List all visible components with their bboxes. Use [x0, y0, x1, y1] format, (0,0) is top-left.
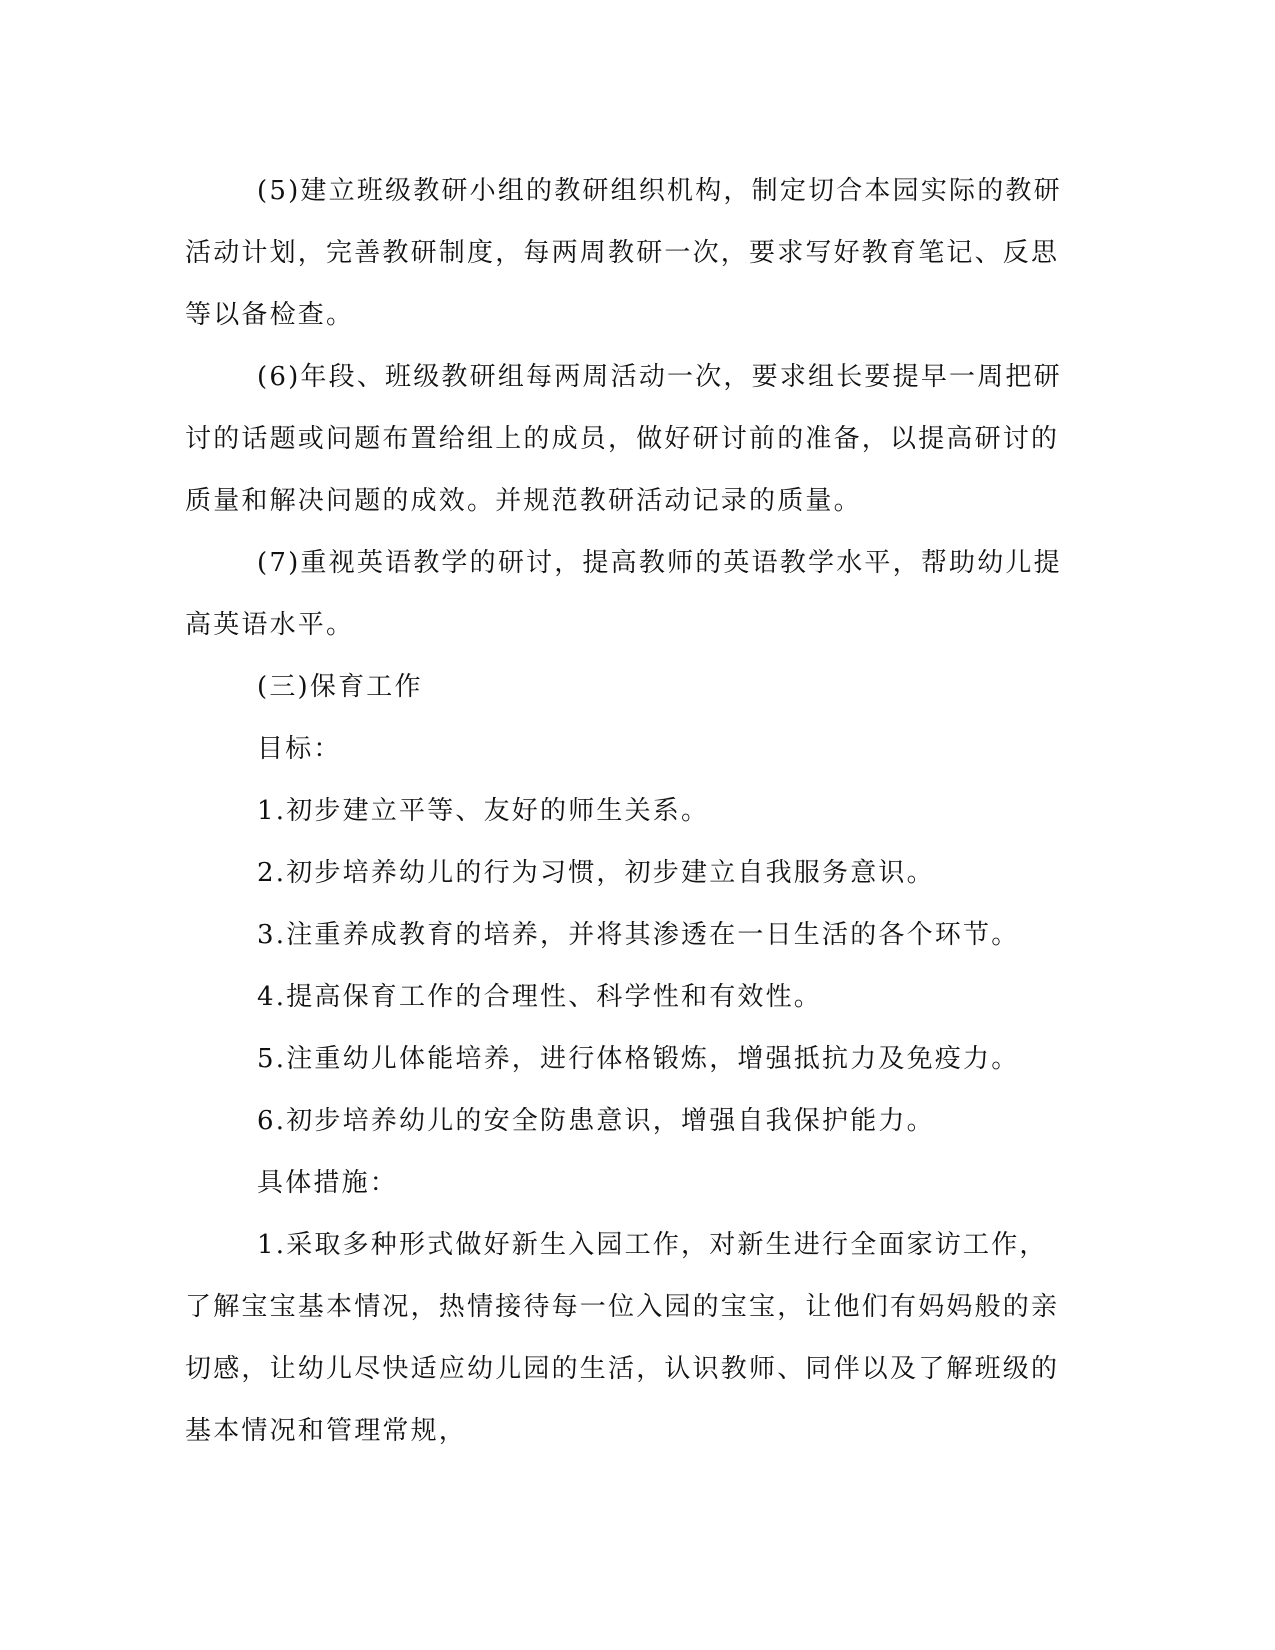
- section-heading-childcare-work: (三)保育工作: [257, 672, 423, 702]
- goal-item-1: 1.初步建立平等、友好的师生关系。: [257, 796, 710, 826]
- paragraph-5-teaching-research-group: (5)建立班级教研小组的教研组织机构，制定切合本园实际的教研活动计划，完善教研制度，每两周教研一次，要求写好教育笔记、反思等以备检查。: [185, 176, 1062, 330]
- paragraph-6-grade-research-group: (6)年段、班级教研组每两周活动一次，要求组长要提早一周把研讨的话题或问题布置给组上的成员，做好研讨前的准备，以提高研讨的质量和解决问题的成效。并规范教研活动记录的质量。: [185, 362, 1062, 516]
- goal-item-2: 2.初步培养幼儿的行为习惯，初步建立自我服务意识。: [257, 858, 935, 888]
- measure-item-1: 1.采取多种形式做好新生入园工作，对新生进行全面家访工作，了解宝宝基本情况，热情接待每一位入园的宝宝，让他们有妈妈般的亲切感，让幼儿尽快适应幼儿园的生活，认识教师、同伴以及了解班级的基本情况和管理常规，: [185, 1230, 1060, 1446]
- goal-item-4: 4.提高保育工作的合理性、科学性和有效性。: [257, 982, 823, 1012]
- measures-heading: 具体措施：: [257, 1168, 399, 1198]
- goal-item-5: 5.注重幼儿体能培养，进行体格锻炼，增强抵抗力及免疫力。: [257, 1044, 1020, 1074]
- paragraph-7-english-teaching: (7)重视英语教学的研讨，提高教师的英语教学水平，帮助幼儿提高英语水平。: [185, 548, 1062, 640]
- goals-heading: 目标：: [257, 734, 342, 764]
- goal-item-6: 6.初步培养幼儿的安全防患意识，增强自我保护能力。: [257, 1106, 935, 1136]
- document-body: [185, 160, 1070, 1462]
- goal-item-3: 3.注重养成教育的培养，并将其渗透在一日生活的各个环节。: [257, 920, 1020, 950]
